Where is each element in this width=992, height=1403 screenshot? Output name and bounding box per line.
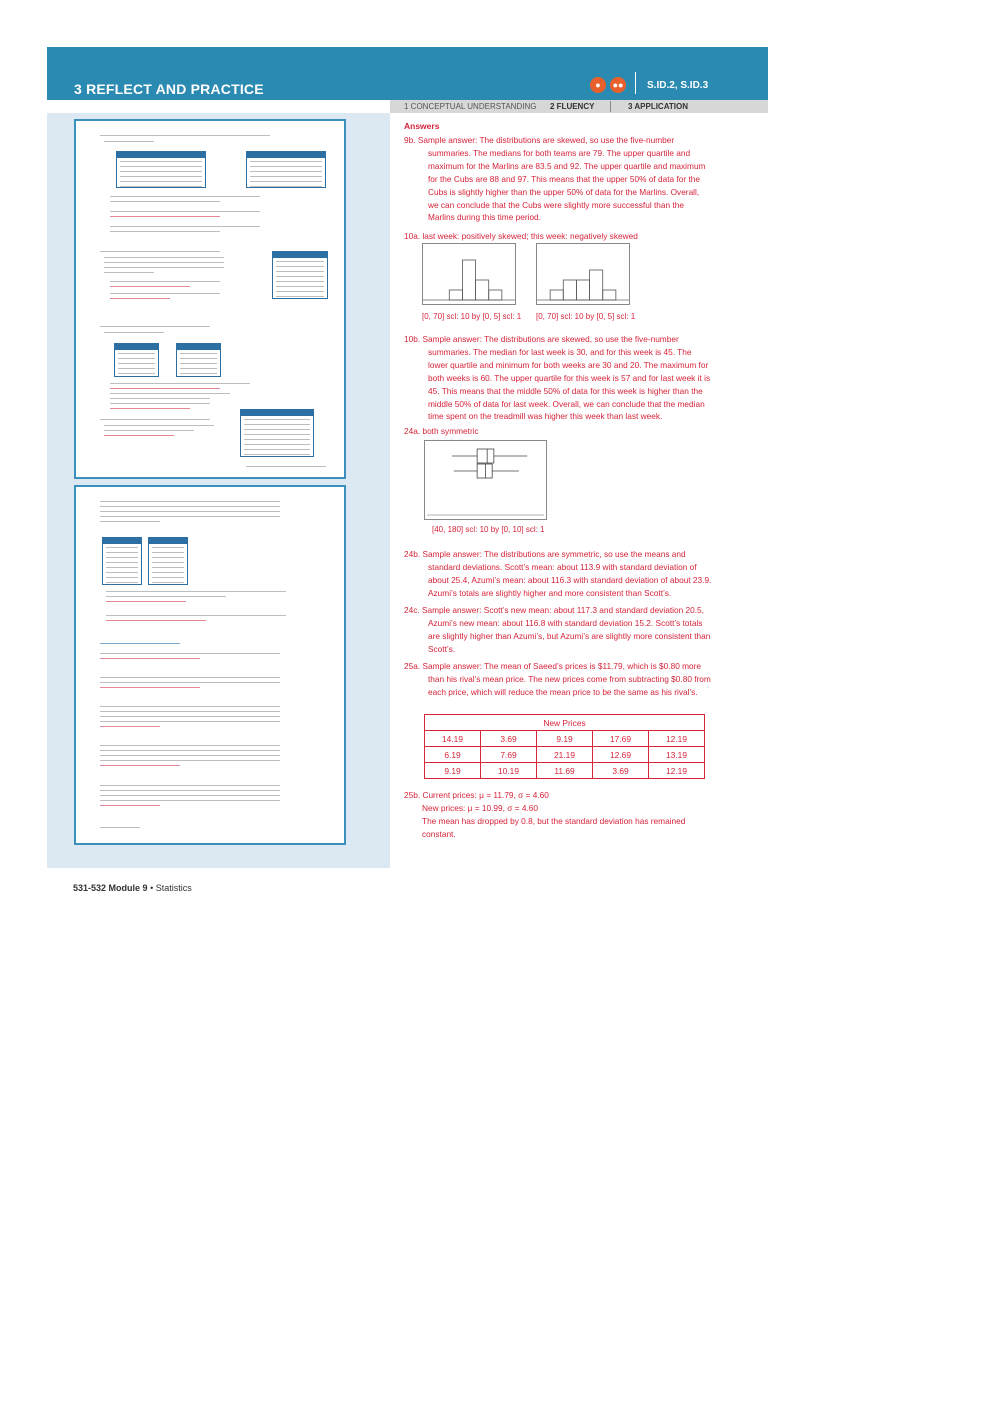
mini-table-line bbox=[106, 547, 138, 548]
mini-text-line bbox=[104, 272, 154, 273]
mini-table-header bbox=[247, 152, 325, 158]
mini-text-line bbox=[110, 398, 210, 399]
histogram-last-week-svg bbox=[423, 244, 515, 304]
mini-table-line bbox=[180, 373, 217, 374]
mini-text-line bbox=[100, 658, 200, 659]
mini-text-line bbox=[110, 196, 260, 197]
mini-table bbox=[102, 537, 142, 585]
mini-text-line bbox=[100, 716, 280, 717]
mini-table-line bbox=[244, 424, 310, 425]
mini-text-line bbox=[100, 827, 140, 828]
mini-text-line bbox=[110, 281, 220, 282]
tab-conceptual[interactable]: 1 CONCEPTUAL UNDERSTANDING bbox=[404, 102, 537, 111]
box-plot-svg bbox=[425, 441, 546, 519]
mini-table bbox=[272, 251, 328, 299]
histogram-last-week-bar-bar bbox=[476, 280, 489, 300]
mini-table-line bbox=[118, 358, 155, 359]
new-prices-cell: 14.19 bbox=[425, 731, 481, 747]
mini-text-line bbox=[100, 643, 180, 644]
footer-pages: 531-532 bbox=[73, 883, 107, 893]
mini-text-line bbox=[100, 511, 280, 512]
histogram-last-week-bar-bar bbox=[449, 290, 462, 300]
mini-table-line bbox=[152, 547, 184, 548]
mini-table-line bbox=[180, 358, 217, 359]
answers-heading: Answers bbox=[404, 121, 440, 131]
mini-text-line bbox=[110, 403, 210, 404]
mini-text-line bbox=[104, 435, 174, 436]
mini-text-line bbox=[100, 677, 280, 678]
mini-table-line bbox=[276, 291, 324, 292]
mini-table-line bbox=[106, 577, 138, 578]
new-prices-row bbox=[425, 763, 705, 779]
mini-text-line bbox=[100, 755, 280, 756]
mini-text-line bbox=[106, 596, 226, 597]
mini-text-line bbox=[104, 267, 224, 268]
box-plot-graph bbox=[424, 440, 547, 520]
mini-text-line bbox=[100, 750, 280, 751]
histogram-this-week-bar-bar bbox=[590, 270, 603, 300]
box-plot-window: [40, 180] scl: 10 by [0, 10] scl: 1 bbox=[432, 525, 545, 534]
mini-table-line bbox=[120, 181, 202, 182]
mini-text-line bbox=[100, 745, 280, 746]
mini-text-line bbox=[110, 383, 250, 384]
mini-text-line bbox=[106, 615, 286, 616]
mini-text-line bbox=[110, 226, 260, 227]
mini-text-line bbox=[104, 257, 224, 258]
standards-label: S.ID.2, S.ID.3 bbox=[647, 80, 709, 91]
histogram-this-week-bar-bar bbox=[563, 280, 576, 300]
mini-text-line bbox=[100, 726, 160, 727]
mini-table-line bbox=[106, 552, 138, 553]
mini-text-line bbox=[110, 393, 230, 394]
mini-table-line bbox=[120, 176, 202, 177]
mini-text-line bbox=[100, 760, 280, 761]
footer-subject: Statistics bbox=[155, 883, 192, 893]
mini-table-line bbox=[118, 368, 155, 369]
mini-text-line bbox=[100, 653, 280, 654]
mini-table-line bbox=[106, 557, 138, 558]
mini-table-line bbox=[152, 557, 184, 558]
section-title: 3 REFLECT AND PRACTICE bbox=[74, 81, 264, 97]
new-prices-cell: 6.19 bbox=[425, 747, 481, 763]
mini-text-line bbox=[100, 251, 220, 252]
new-prices-title: New Prices bbox=[425, 715, 705, 731]
mini-table-header bbox=[273, 252, 327, 258]
level-tabs bbox=[390, 100, 768, 113]
mini-text-line bbox=[104, 425, 214, 426]
new-prices-cell: 21.19 bbox=[537, 747, 593, 763]
mini-table-line bbox=[250, 171, 322, 172]
student-page-531 bbox=[74, 119, 346, 479]
mini-table-header bbox=[241, 410, 313, 416]
footer-module: Module 9 bbox=[108, 883, 148, 893]
histogram-this-week-svg bbox=[537, 244, 629, 304]
new-prices-cell: 7.69 bbox=[481, 747, 537, 763]
mini-text-line bbox=[100, 721, 280, 722]
answer-24a: 24a. both symmetric bbox=[404, 426, 479, 436]
mini-table-line bbox=[180, 368, 217, 369]
mini-table-line bbox=[244, 444, 310, 445]
mini-table-header bbox=[149, 538, 187, 544]
mini-text-line bbox=[100, 711, 280, 712]
new-prices-cell: 10.19 bbox=[481, 763, 537, 779]
new-prices-cell: 17.69 bbox=[593, 731, 649, 747]
mini-table bbox=[148, 537, 188, 585]
tab-fluency[interactable]: 2 FLUENCY bbox=[550, 102, 595, 111]
mini-table-line bbox=[276, 266, 324, 267]
mini-table-line bbox=[250, 186, 322, 187]
mini-table-line bbox=[152, 552, 184, 553]
mini-table-line bbox=[118, 363, 155, 364]
mini-table-line bbox=[244, 449, 310, 450]
mini-text-line bbox=[100, 501, 280, 502]
tab-application[interactable]: 3 APPLICATION bbox=[628, 102, 689, 111]
mini-text-line bbox=[100, 795, 280, 796]
mini-text-line bbox=[104, 430, 194, 431]
mini-table-line bbox=[120, 161, 202, 162]
mini-table-line bbox=[244, 429, 310, 430]
new-prices-cell: 9.19 bbox=[425, 763, 481, 779]
mini-table-line bbox=[106, 562, 138, 563]
page-footer bbox=[73, 883, 192, 893]
answer-25b-line3: The mean has dropped by 0.8, but the standard deviation has remained constant. bbox=[422, 815, 686, 839]
mini-text-line bbox=[106, 620, 206, 621]
mini-text-line bbox=[100, 521, 160, 522]
mini-table-line bbox=[152, 562, 184, 563]
answer-25a: 25a. Sample answer: The mean of Saeed’s prices is $11.79, which is $0.80 more than his rival’s mean price. The new prices come from subtracting $0.80 from each price, which will reduce the mean price to be the same as his rival’s. bbox=[404, 661, 711, 697]
mini-text-line bbox=[100, 419, 210, 420]
mini-table-line bbox=[120, 171, 202, 172]
mini-table-line bbox=[120, 186, 202, 187]
mini-table-line bbox=[180, 363, 217, 364]
mini-table-line bbox=[118, 373, 155, 374]
mini-table-line bbox=[276, 281, 324, 282]
mini-text-line bbox=[110, 231, 220, 232]
mini-text-line bbox=[110, 293, 220, 294]
answer-10b: 10b. Sample answer: The distributions are skewed, so use the five-number summaries. The median for last week is 30, and for this week is 45. The lower quartile and minimum for both weeks are 30 and 20. The maximum for both weeks is 60. The upper quartile for this week is 57 and for last week it is 45. This means that the middle 50% of data for this week is higher than the middle 50% of data for last week. Overall, we can conclude that the median time spent on the treadmill was higher this week than last week. bbox=[404, 334, 711, 422]
mini-text-line bbox=[104, 332, 164, 333]
mini-table-line bbox=[106, 582, 138, 583]
histogram-this-week-bar-bar bbox=[576, 280, 589, 300]
new-prices-cell: 12.69 bbox=[593, 747, 649, 763]
mini-text-line bbox=[104, 141, 154, 142]
mini-table-line bbox=[152, 567, 184, 568]
mini-text-line bbox=[110, 286, 190, 287]
mini-table-header bbox=[115, 344, 158, 350]
answer-9b: 9b. Sample answer: The distributions are skewed, so use the five-number summaries. The medians for both teams are 79. The upper quartile and maximum for the Marlins are 83.5 and 92. The upper quartile and maximum for the Cubs are 88 and 97. This means that the upper 50% of data for the Cubs is slightly higher than the upper 50% of data for the Marlins. Overall, we can conclude that the Cubs were slightly more successful than the Marlins during this time period. bbox=[404, 135, 706, 223]
mini-table-line bbox=[106, 572, 138, 573]
pair-icon: ●● bbox=[610, 77, 626, 93]
mini-text-line bbox=[100, 326, 210, 327]
mini-table-line bbox=[244, 419, 310, 420]
mini-table-line bbox=[250, 166, 322, 167]
mini-table-line bbox=[152, 577, 184, 578]
new-prices-cell: 12.19 bbox=[649, 763, 705, 779]
mini-table-header bbox=[117, 152, 205, 158]
mini-text-line bbox=[100, 135, 270, 136]
mini-text-line bbox=[110, 388, 220, 389]
mini-text-line bbox=[110, 201, 220, 202]
mini-text-line bbox=[100, 682, 280, 683]
mini-table-line bbox=[276, 296, 324, 297]
mini-text-line bbox=[106, 591, 286, 592]
answer-24b: 24b. Sample answer: The distributions are symmetric, so use the means and standard deviations. Scott’s mean: about 113.9 with standard deviation of about 25.4, Azumi’s mean: about 116.3 with standard deviation of about 23.9. Azumi’s totals are slightly higher and more consistent than Scott’s. bbox=[404, 549, 712, 598]
tab-separator bbox=[610, 101, 611, 112]
mini-table-line bbox=[152, 572, 184, 573]
mini-table-line bbox=[276, 286, 324, 287]
mini-text-line bbox=[100, 706, 280, 707]
mini-text-line bbox=[100, 800, 280, 801]
mini-table bbox=[176, 343, 221, 377]
mini-table-line bbox=[250, 181, 322, 182]
student-page-532 bbox=[74, 485, 346, 845]
mini-table-line bbox=[244, 439, 310, 440]
mini-text-line bbox=[104, 262, 224, 263]
mini-text-line bbox=[110, 408, 190, 409]
answer-24c: 24c. Sample answer: Scott’s new mean: about 117.3 and standard deviation 20.5, Azumi’s new mean: about 116.8 with standard deviation 15.2. Scott’s totals are slightly higher than Azumi’s, but Azumi’s are slightly more consistent than Scott’s. bbox=[404, 605, 711, 654]
new-prices-row bbox=[425, 747, 705, 763]
mini-table-line bbox=[244, 434, 310, 435]
mini-table-line bbox=[250, 161, 322, 162]
histogram-last-week-window: [0, 70] scl: 10 by [0, 5] scl: 1 bbox=[422, 312, 522, 321]
footer-bullet: • bbox=[150, 883, 154, 893]
header-divider bbox=[635, 72, 636, 94]
mini-table bbox=[246, 151, 326, 188]
histogram-this-week-bar-bar bbox=[603, 290, 616, 300]
histogram-last-week-bar-bar bbox=[489, 290, 502, 300]
mini-table bbox=[240, 409, 314, 457]
mini-table-header bbox=[103, 538, 141, 544]
mini-text-line bbox=[100, 506, 280, 507]
mini-text-line bbox=[246, 466, 326, 467]
mini-text-line bbox=[110, 298, 170, 299]
mini-table-line bbox=[180, 353, 217, 354]
person-icon: ● bbox=[590, 77, 606, 93]
mini-text-line bbox=[100, 785, 280, 786]
mini-text-line bbox=[100, 805, 160, 806]
box-plot-box bbox=[477, 449, 494, 463]
new-prices-cell: 12.19 bbox=[649, 731, 705, 747]
mini-text-line bbox=[106, 601, 186, 602]
mini-table-line bbox=[276, 276, 324, 277]
mini-table-line bbox=[106, 567, 138, 568]
mini-text-line bbox=[100, 687, 200, 688]
mini-table-line bbox=[152, 582, 184, 583]
new-prices-cell: 11.69 bbox=[537, 763, 593, 779]
histogram-this-week bbox=[536, 243, 630, 305]
histogram-last-week bbox=[422, 243, 516, 305]
answer-25b-line1: 25b. Current prices: μ = 11.79, σ = 4.60 bbox=[404, 790, 549, 800]
mini-text-line bbox=[100, 790, 280, 791]
new-prices-cell: 13.19 bbox=[649, 747, 705, 763]
answer-10a: 10a. last week: positively skewed; this week: negatively skewed bbox=[404, 231, 638, 241]
mini-text-line bbox=[100, 516, 280, 517]
new-prices-row bbox=[425, 731, 705, 747]
box-plot-box bbox=[477, 464, 492, 478]
mini-text-line bbox=[100, 765, 180, 766]
mini-table-line bbox=[276, 261, 324, 262]
new-prices-cell: 9.19 bbox=[537, 731, 593, 747]
mini-text-line bbox=[110, 211, 260, 212]
mini-table-line bbox=[244, 454, 310, 455]
mini-table-line bbox=[118, 353, 155, 354]
mini-table-line bbox=[120, 166, 202, 167]
answer-25b-line2: New prices: μ = 10.99, σ = 4.60 bbox=[422, 802, 538, 813]
student-pages-panel bbox=[47, 113, 390, 868]
histogram-this-week-window: [0, 70] scl: 10 by [0, 5] scl: 1 bbox=[536, 312, 636, 321]
mini-table-line bbox=[250, 176, 322, 177]
new-prices-cell: 3.69 bbox=[481, 731, 537, 747]
section-header bbox=[47, 47, 768, 100]
new-prices-table bbox=[424, 714, 705, 779]
mini-table bbox=[116, 151, 206, 188]
new-prices-cell: 3.69 bbox=[593, 763, 649, 779]
mini-table bbox=[114, 343, 159, 377]
mini-table-header bbox=[177, 344, 220, 350]
mini-table-line bbox=[276, 271, 324, 272]
mini-text-line bbox=[110, 216, 220, 217]
histogram-this-week-bar-bar bbox=[550, 290, 563, 300]
histogram-last-week-bar-bar bbox=[462, 260, 475, 300]
